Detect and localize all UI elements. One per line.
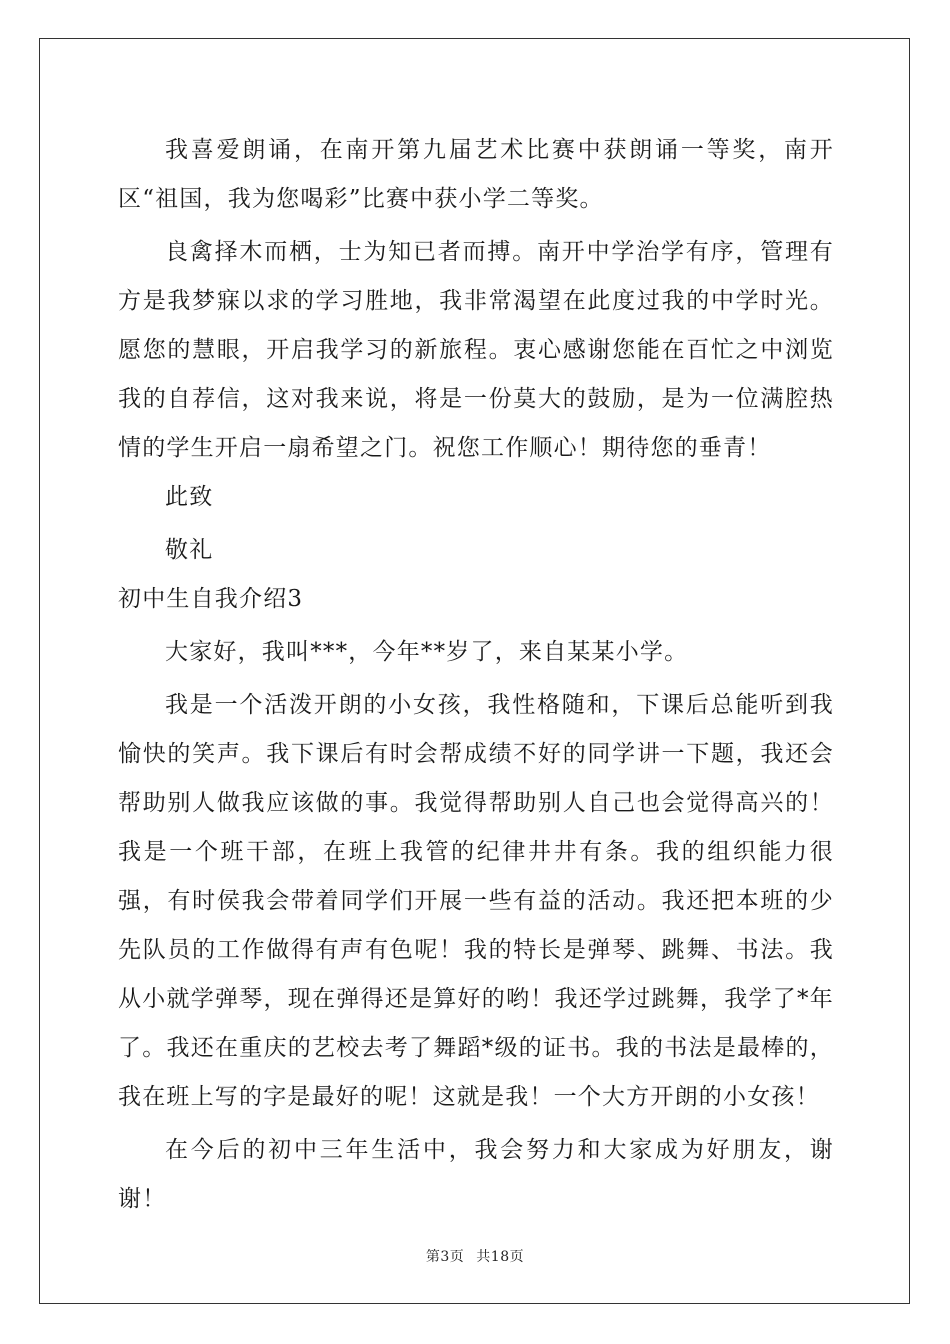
paragraph-conclusion: 在今后的初中三年生活中，我会努力和大家成为好朋友，谢谢！ xyxy=(118,1137,834,1212)
page-number-total: 共18页 xyxy=(476,1249,525,1265)
document-body xyxy=(118,126,834,1224)
salutation-jingli: 敬礼 xyxy=(165,537,214,563)
paragraph-closing-letter: 良禽择木而栖，士为知已者而搏。南开中学治学有序，管理有方是我梦寐以求的学习胜地，我非常渴望在此度过我的中学时光。愿您的慧眼，开启我学习的新旅程。衷心感谢您能在百忙之中浏览我的自荐信，这对我来说，将是一份莫大的鼓励，是为一位满腔热情的学生开启一扇希望之门。祝您工作顺心！期待您的垂青！ xyxy=(118,239,834,461)
salutation-cizhi: 此致 xyxy=(165,484,214,510)
paragraph-recitation-awards: 我喜爱朗诵，在南开第九届艺术比赛中获朗诵一等奖，南开区“祖国，我为您喝彩”比赛中获小学二等奖。 xyxy=(118,137,834,212)
page-footer xyxy=(0,1246,950,1266)
paragraph-self-description: 我是一个活泼开朗的小女孩，我性格随和，下课后总能听到我愉快的笑声。我下课后有时会帮成绩不好的同学讲一下题，我还会帮助别人做我应该做的事。我觉得帮助别人自己也会觉得高兴的！我是一个班干部，在班上我管的纪律井井有条。我的组织能力很强，有时侯我会带着同学们开展一些有益的活动。我还把本班的少先队员的工作做得有声有色呢！我的特长是弹琴、跳舞、书法。我从小就学弹琴，现在弹得还是算好的哟！我还学过跳舞，我学了*年了。我还在重庆的艺校去考了舞蹈*级的证书。我的书法是最棒的，我在班上写的字是最好的呢！这就是我！一个大方开朗的小女孩！ xyxy=(118,692,834,1110)
section-heading: 初中生自我介绍3 xyxy=(118,586,304,612)
paragraph-greeting: 大家好，我叫***，今年**岁了，来自某某小学。 xyxy=(165,639,689,665)
page-number-current: 第3页 xyxy=(425,1249,465,1265)
